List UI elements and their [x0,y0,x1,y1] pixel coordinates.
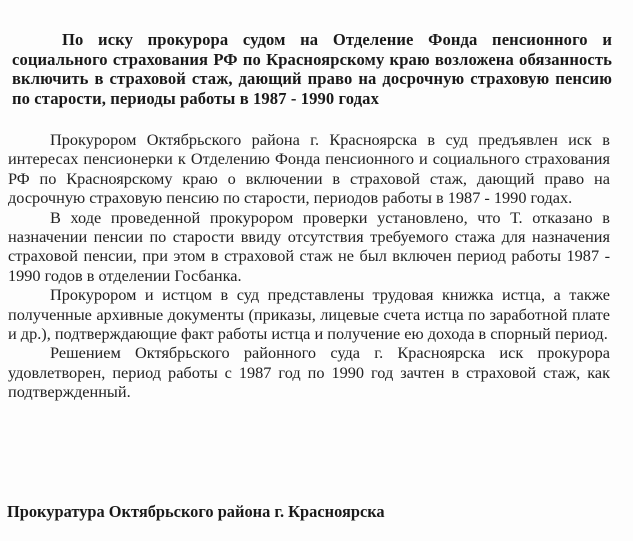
paragraph-court-decision: Решением Октябрьского районного суда г. Красноярска иск прокурора удовлетворен, период работы с 1987 год по 1990 год зачтен в страховой стаж, как подтвержденный. [8,343,610,402]
paragraph-inspection-findings: В ходе проведенной прокурором проверки установлено, что Т. отказано в назначении пенсии по старости ввиду отсутствия требуемого стажа для назначения страховой пенсии, при этом в страховой стаж не был включен период работы 1987 - 1990 годов в отделении Госбанка. [8,207,610,285]
document-body [8,130,610,402]
paragraph-evidence: Прокурором и истцом в суд представлены трудовая книжка истца, а также полученные архивные документы (приказы, лицевые счета истца по заработной плате и др.), подтверждающие факт работы истца и получение ею дохода в спорный период. [8,285,610,344]
document-title: По иску прокурора судом на Отделение Фонда пенсионного и социального страхования РФ по Красноярскому краю возложена обязанность включить в страховой стаж, дающий право на досрочную страховую пенсию по старости, периоды работы в 1987 - 1990 годах [12,30,612,108]
document-signature: Прокуратура Октябрьского района г. Красноярска [7,502,385,521]
paragraph-claim-filed: Прокурором Октябрьского района г. Красноярска в суд предъявлен иск в интересах пенсионерки к Отделению Фонда пенсионного и социального страхования РФ по Красноярскому краю о включении в страховой стаж, дающий право на досрочную страховую пенсию по старости, периодов работы в 1987 - 1990 годах. [8,130,610,208]
